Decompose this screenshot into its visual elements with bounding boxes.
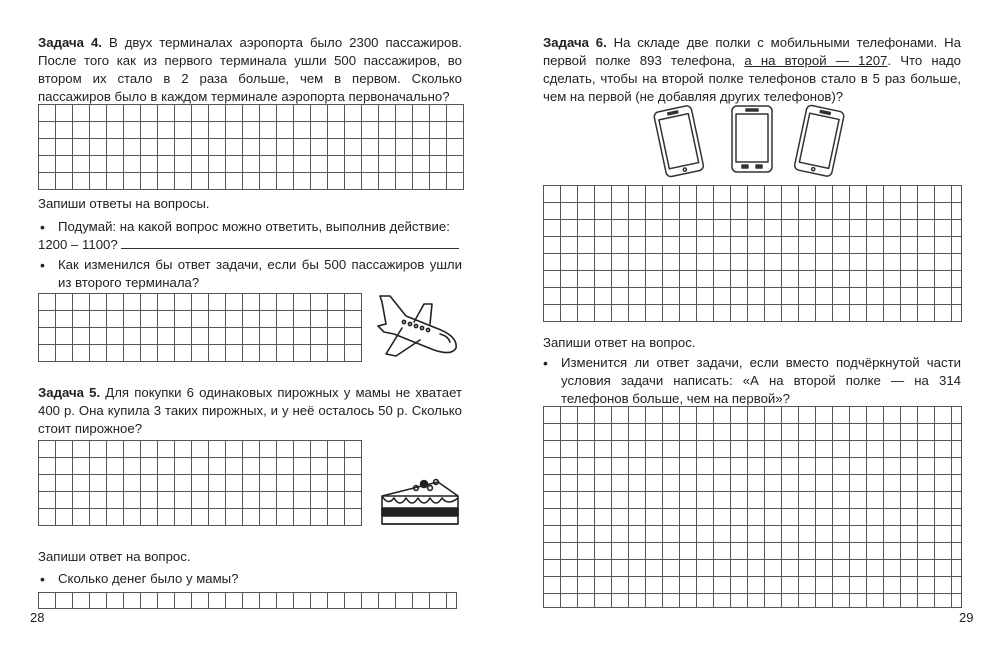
question-1-expression-row [38, 236, 462, 254]
question-1-text: Подумай: на какой вопрос можно ответить, выполнив действие: [58, 219, 450, 234]
answer-grid-question4[interactable] [543, 406, 962, 608]
task-4-text: В двух терминалах аэропорта было 2300 пассажиров. После того как из первого терминала ушли 500 пассажиров, во втором их стало в 2 раза больше, чем в первом. Сколько пассажиров было в каждом терминале аэропорта первоначально? [38, 35, 462, 104]
task-5-label: Задача 5. [38, 385, 101, 400]
question-2: • Как изменился бы ответ задачи, если бы 500 пассажиров ушли из второго терминала? [58, 256, 462, 292]
task-6-text-before: На складе две полки с мобильными телефонами. На первой полке 893 телефона, [543, 35, 961, 68]
page-number-right: 29 [959, 610, 974, 625]
smartphone-icon [650, 102, 870, 178]
task-4 [38, 34, 462, 106]
page-right [500, 0, 1000, 648]
answers-prompt: Запиши ответы на вопросы. [38, 196, 210, 211]
answer-prompt-right: Запиши ответ на вопрос. [543, 335, 696, 350]
task-4-label: Задача 4. [38, 35, 102, 50]
question-4: • Изменится ли ответ задачи, если вместо подчёркнутой части условия задачи написать: «А на второй полке — на 314 телефонов больше, чем на первой»? [561, 354, 961, 408]
task-5-text: Для покупки 6 одинаковых пирожных у мамы не хватает 400 р. Она купила 3 таких пирожных, и у неё осталось 50 р. Сколько стоит пирожное? [38, 385, 463, 436]
question-1 [58, 218, 462, 236]
question-3: • Сколько денег было у мамы? [58, 570, 462, 588]
airplane-icon [372, 292, 464, 364]
task-6-underlined: а на второй — 1207 [744, 53, 888, 68]
answer-prompt-left: Запиши ответ на вопрос. [38, 549, 191, 564]
answer-grid-question2[interactable] [38, 293, 362, 362]
task-6-text-after: . Что надо сделать, чтобы на второй полке телефонов стало в 5 раз больше, чем на первой (не добавляя других телефонов)? [543, 53, 962, 104]
task-6-label: Задача 6. [543, 35, 607, 50]
cake-slice-icon [378, 474, 462, 532]
page-number-left: 28 [30, 610, 45, 625]
answer-grid-task5[interactable] [38, 440, 362, 526]
task-5 [38, 384, 462, 438]
question-1-expression: 1200 – 1100? [38, 237, 118, 252]
answer-grid-task6[interactable] [543, 185, 962, 322]
answer-line[interactable] [121, 236, 459, 249]
task-6 [543, 34, 961, 106]
answer-grid-question3[interactable] [38, 592, 457, 609]
answer-grid-task4[interactable] [38, 104, 464, 190]
